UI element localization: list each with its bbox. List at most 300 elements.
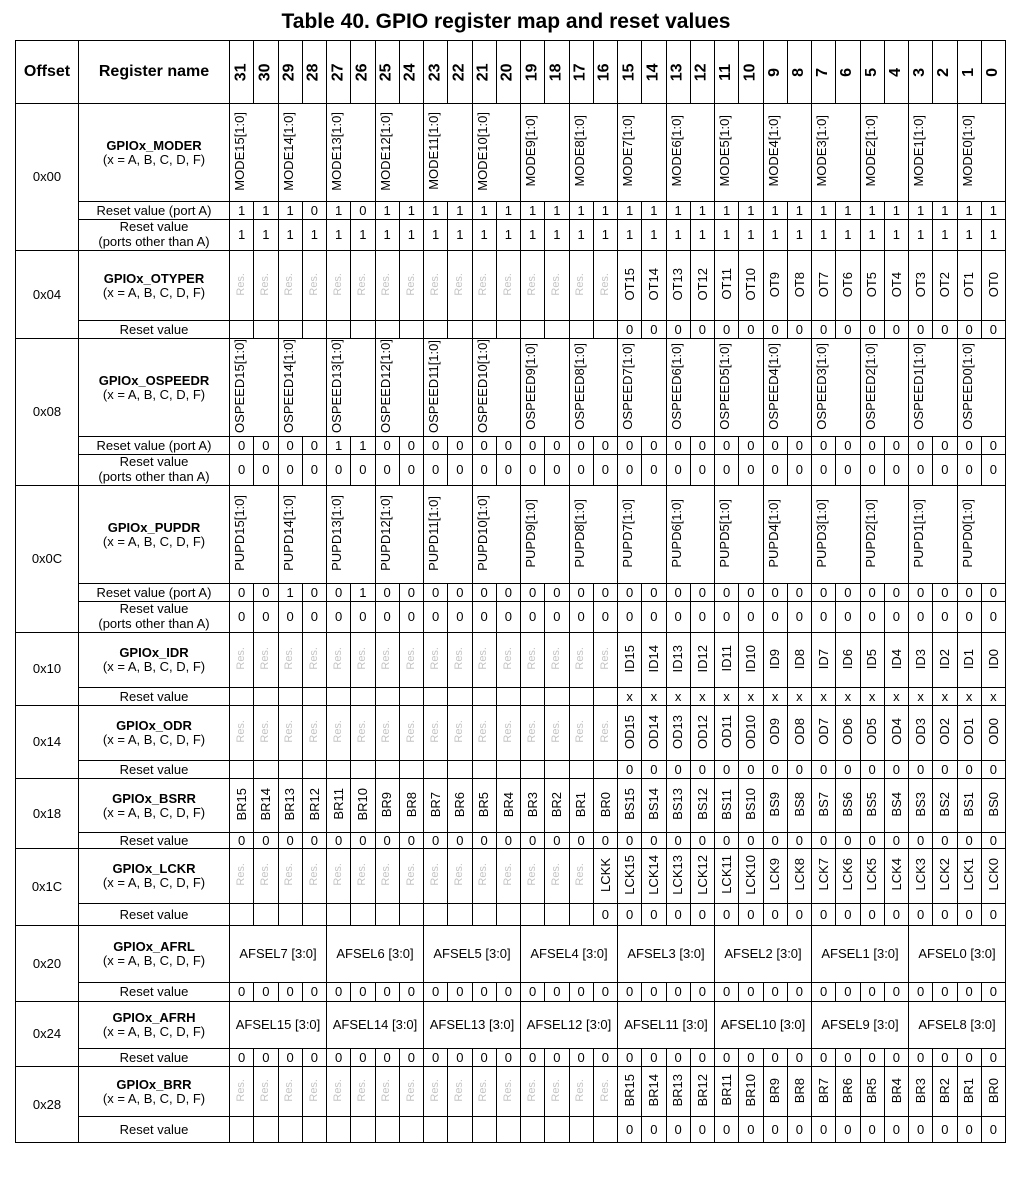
bit-name: Res. [234,1078,247,1102]
register-row [16,926,1006,983]
register-field [860,104,909,202]
register-name: GPIOx_OTYPER [103,270,205,286]
reset-value-bit: 0 [981,833,1005,849]
bit-name: BR15 [233,787,249,821]
bit-name: Res. [477,647,490,670]
bit-name: Res. [550,720,563,743]
bit-name: OD7 [815,718,831,746]
register-field [957,339,1006,437]
reset-value-bit: 0 [448,833,472,849]
reset-value-bit: 1 [521,220,545,251]
reset-value-bit [230,321,254,339]
reset-value-bit: 0 [424,1049,448,1067]
reset-value-bit: 1 [860,220,884,251]
register-field: AFSEL2 [3:0] [715,926,812,983]
bit-name: OD11 [718,715,734,749]
register-bit [618,779,642,833]
reset-value-bit: 0 [448,437,472,455]
reset-value-bit: 0 [642,904,666,926]
reset-value-bit: x [618,688,642,706]
register-bit [666,849,690,904]
reserved-bit [302,706,326,761]
reset-value-bit: 0 [690,321,714,339]
reset-value-label: Reset value [79,904,230,926]
bit-number: 21 [474,63,492,81]
reset-value-bit: 0 [521,455,545,486]
reset-value-bit [254,1117,278,1143]
field-name: PUPD6[1:0] [668,498,684,568]
register-field [278,486,327,584]
field-name: PUPD15[1:0] [232,495,247,572]
register-bit [860,633,884,688]
reset-value-bit: 0 [715,321,739,339]
register-field [666,339,715,437]
reset-value-bit: 0 [763,761,787,779]
reset-value-bit: 1 [957,220,981,251]
register-bit [860,706,884,761]
reset-value-bit: x [642,688,666,706]
reset-value-bit: 0 [836,761,860,779]
reset-value-row [16,220,1006,251]
reset-value-bit: 1 [399,202,423,220]
field-name: OSPEED14[1:0] [280,339,296,434]
bit-number-header [521,41,545,104]
register-ports: (x = A, B, C, D, F) [102,386,206,402]
reset-value-bit: 0 [812,983,836,1002]
reset-value-bit: 0 [739,904,763,926]
bit-name: Res. [234,720,247,743]
bit-number: 29 [280,63,298,81]
bit-number-header [812,41,836,104]
reset-value-bit: 0 [254,455,278,486]
reset-value-bit: 0 [424,983,448,1002]
reset-value-bit: 0 [230,1049,254,1067]
register-field [521,104,570,202]
register-field: AFSEL5 [3:0] [424,926,521,983]
field-name: OSPEED3[1:0] [814,342,829,430]
reset-value-bit: 1 [909,202,933,220]
field-name: PUPD14[1:0] [280,495,296,572]
reset-value-bit [375,761,399,779]
reset-value-bit [593,1117,617,1143]
reset-value-bit: 0 [472,584,496,602]
bit-name: Res. [283,720,296,743]
register-bit [424,779,448,833]
reserved-bit [278,1067,302,1117]
bit-name: LCK1 [961,858,977,891]
reset-value-bit: 0 [666,761,690,779]
register-field [909,486,958,584]
reset-value-bit: 0 [230,833,254,849]
reset-value-bit: 0 [884,455,908,486]
bit-name: Res. [234,272,247,296]
bit-name: Res. [477,863,490,886]
reset-value-bit: 1 [351,220,375,251]
reset-value-bit: 0 [278,983,302,1002]
bit-name: OT4 [888,271,904,297]
bit-name: BR8 [403,791,419,817]
register-bit [836,633,860,688]
register-ports: (x = A, B, C, D, F) [102,284,206,300]
register-name: GPIOx_OSPEEDR [98,372,210,388]
reserved-bit [230,849,254,904]
register-bit [860,779,884,833]
field-name: PUPD4[1:0] [765,498,781,568]
bit-name: BS11 [718,788,734,820]
reset-value-bit: 0 [569,437,593,455]
field-name: MODE6[1:0] [668,115,684,187]
reserved-bit [278,706,302,761]
reset-value-bit [448,761,472,779]
reset-value-label: Reset value (ports other than A) [79,455,230,486]
reset-value-bit: 0 [642,833,666,849]
reset-value-bit: 0 [448,602,472,633]
reset-value-bit: 0 [715,983,739,1002]
register-bit [884,1067,908,1117]
reset-value-bit: 1 [690,202,714,220]
reserved-bit [302,633,326,688]
reserved-bit [230,706,254,761]
reset-value-bit: 1 [496,202,520,220]
bit-name: Res. [477,1078,490,1102]
reset-value-row [16,455,1006,486]
reset-value-label: Reset value [79,688,230,706]
bit-name: OT7 [815,271,831,297]
bit-number-header [933,41,957,104]
register-field [424,104,473,202]
reset-value-bit [496,321,520,339]
bit-name: Res. [574,1078,587,1102]
field-name: PUPD9[1:0] [523,498,538,568]
reset-value-bit [351,321,375,339]
reset-value-bit: 0 [715,1117,739,1143]
reset-value-bit [278,904,302,926]
bit-name: Res. [428,720,441,743]
reset-value-bit: 0 [787,321,811,339]
reset-value-bit: x [690,688,714,706]
register-field [618,486,667,584]
bit-name: BR12 [694,1073,710,1107]
reserved-bit [448,1067,472,1117]
reset-value-bit: 0 [860,904,884,926]
bit-number: 11 [717,63,735,81]
bit-name: Res. [307,272,320,296]
reset-value-bit: 0 [690,1117,714,1143]
register-field [666,486,715,584]
reset-value-bit: 0 [593,904,617,926]
reset-value-bit [472,904,496,926]
reset-value-bit: 0 [593,584,617,602]
reset-value-bit: 1 [448,220,472,251]
reset-value-bit: 0 [521,437,545,455]
reset-value-row [16,437,1006,455]
reset-value-bit: x [909,688,933,706]
reset-value-bit: x [933,688,957,706]
reset-value-bit: 0 [375,437,399,455]
reset-value-bit: 0 [254,1049,278,1067]
register-bit [690,633,714,688]
reset-value-bit: 0 [642,437,666,455]
reset-value-bit: x [884,688,908,706]
bit-name: Res. [525,272,538,296]
register-bit [787,779,811,833]
bit-name: Res. [331,1078,344,1102]
reset-value-bit: 1 [812,202,836,220]
bit-name: BS7 [815,791,831,817]
reset-value-bit: 0 [618,602,642,633]
bit-number: 9 [765,67,783,77]
bit-name: Res. [380,272,393,296]
field-name: MODE15[1:0] [232,111,247,191]
field-name: OSPEED7[1:0] [620,342,635,430]
reserved-bit [424,849,448,904]
register-bit [690,849,714,904]
reset-value-bit: x [787,688,811,706]
reset-value-bit: 0 [739,455,763,486]
bit-number: 13 [668,63,686,81]
reset-value-bit: 0 [496,833,520,849]
reserved-bit [424,251,448,321]
register-bit [957,1067,981,1117]
reset-value-bit: 0 [642,983,666,1002]
reset-value-bit: 0 [496,602,520,633]
register-name: GPIOx_BRR [116,1076,192,1092]
bit-number: 17 [571,63,589,81]
reserved-bit [496,1067,520,1117]
reset-value-bit: 0 [593,1049,617,1067]
reset-value-bit: 0 [836,1049,860,1067]
field-name: OSPEED13[1:0] [329,339,344,434]
field-name: OSPEED8[1:0] [571,342,587,430]
bit-number-header [496,41,520,104]
reset-value-bit [278,761,302,779]
reset-value-bit: 1 [836,202,860,220]
bit-name: BR9 [379,791,395,817]
register-field: AFSEL8 [3:0] [909,1002,1006,1049]
field-name: MODE14[1:0] [280,111,296,191]
reset-value-bit: 0 [812,321,836,339]
reset-value-bit: x [715,688,739,706]
bit-name: Res. [234,863,247,886]
field-name: PUPD12[1:0] [377,495,393,572]
field-name: OSPEED4[1:0] [765,342,781,430]
register-bit [618,849,642,904]
bit-name: LCK13 [670,854,686,895]
reset-value-bit: 1 [981,220,1005,251]
reset-value-bit: 0 [957,321,981,339]
reset-value-bit: 0 [690,602,714,633]
register-bit [909,849,933,904]
register-bit [763,849,787,904]
register-bit [909,633,933,688]
reset-value-bit: 0 [981,321,1005,339]
reset-value-bit [448,688,472,706]
bit-number: 22 [450,63,468,81]
register-field [715,486,764,584]
reset-value-bit [424,1117,448,1143]
register-bit [521,779,545,833]
field-name: MODE2[1:0] [862,115,878,187]
bit-name: OT3 [912,271,928,297]
reset-value-bit: 0 [278,437,302,455]
bit-name: ID6 [840,648,856,669]
register-field [957,104,1006,202]
reset-value-bit: 0 [375,602,399,633]
reset-value-row [16,904,1006,926]
reset-value-row [16,833,1006,849]
bit-name: Res. [404,272,417,296]
reset-value-bit: 1 [666,220,690,251]
register-bit [642,849,666,904]
register-field [763,104,812,202]
reset-value-bit: 0 [254,437,278,455]
reset-value-bit: 1 [763,220,787,251]
reset-value-bit: 0 [957,904,981,926]
reserved-bit [375,849,399,904]
register-row [16,486,1006,584]
reserved-bit [302,1067,326,1117]
reserved-bit [278,251,302,321]
bit-name: Res. [356,272,369,296]
reset-value-bit: 1 [618,220,642,251]
register-bit [327,779,351,833]
reserved-bit [327,706,351,761]
field-name: PUPD0[1:0] [959,498,975,568]
reserved-bit [521,706,545,761]
bit-name: LCK4 [888,858,904,891]
reset-value-bit: 0 [909,983,933,1002]
register-row [16,1067,1006,1117]
reserved-bit [472,706,496,761]
register-name: GPIOx_IDR [119,645,189,661]
reset-value-bit: 0 [787,1049,811,1067]
reset-value-bit [230,1117,254,1143]
reset-value-bit: 0 [884,602,908,633]
bit-name: LCK14 [646,854,662,895]
register-field [521,486,570,584]
reset-value-bit: 1 [545,202,569,220]
register-bit [763,706,787,761]
reserved-bit [375,1067,399,1117]
reset-value-bit: 0 [230,455,254,486]
register-name: GPIOx_BSRR [112,790,196,806]
bit-name: ID15 [621,644,637,673]
bit-name: LCK6 [840,858,856,891]
reset-value-bit: 0 [909,1117,933,1143]
reset-value-bit: 0 [593,455,617,486]
bit-number: 5 [862,67,880,77]
reset-value-bit: 1 [278,220,302,251]
reserved-bit [254,251,278,321]
reset-value-bit [545,1117,569,1143]
reset-value-bit: 1 [642,202,666,220]
register-field [666,104,715,202]
bit-name: LCK7 [815,858,831,891]
bit-name: OD10 [743,714,759,749]
reset-value-bit: 0 [739,584,763,602]
bit-name: ID7 [815,648,831,669]
bit-name: BR13 [670,1073,686,1107]
reset-value-bit: 0 [448,983,472,1002]
reset-value-bit: 0 [569,455,593,486]
reset-value-bit: 0 [496,1049,520,1067]
reserved-bit [472,1067,496,1117]
reset-value-bit [521,321,545,339]
reset-value-bit [593,761,617,779]
reset-value-bit: 0 [327,602,351,633]
register-field [424,339,473,437]
reserved-bit [496,251,520,321]
reset-value-bit: 0 [860,602,884,633]
bit-number-header [375,41,399,104]
register-name: GPIOx_AFRL [113,939,195,955]
reset-value-label: Reset value (port A) [79,437,230,455]
bit-name: OT6 [840,271,856,297]
reset-value-bit [375,321,399,339]
bit-number-header [860,41,884,104]
reserved-bit [375,706,399,761]
field-name: MODE0[1:0] [959,115,975,187]
bit-number-header [787,41,811,104]
reset-value-bit: 0 [860,321,884,339]
reset-value-bit: 1 [666,202,690,220]
reserved-bit [521,633,545,688]
register-field: AFSEL11 [3:0] [618,1002,715,1049]
reset-value-bit: 0 [836,321,860,339]
register-field: AFSEL13 [3:0] [424,1002,521,1049]
reset-value-bit: 1 [569,220,593,251]
bit-name: BR10 [743,1073,759,1107]
register-bit [836,706,860,761]
reserved-bit [254,706,278,761]
bit-number: 12 [692,63,710,81]
reset-value-bit: 1 [593,220,617,251]
bit-number: 0 [983,67,1001,77]
reset-value-bit: 0 [618,1117,642,1143]
bit-name: BR6 [840,1077,856,1103]
reset-value-bit: 0 [593,983,617,1002]
reset-value-bit [424,761,448,779]
reset-value-bit: 0 [884,833,908,849]
reset-value-bit: 0 [375,833,399,849]
reset-value-bit: 0 [884,1117,908,1143]
register-bit [933,251,957,321]
register-field [860,339,909,437]
reset-value-bit: 0 [448,455,472,486]
register-offset: 0x0C [16,486,79,633]
bit-name: OT0 [985,271,1001,297]
register-name-cell [79,633,230,688]
bit-name: BR3 [524,791,540,817]
bit-name: OD12 [694,714,710,749]
bit-name: BR11 [330,788,346,820]
reset-value-label: Reset value (ports other than A) [79,220,230,251]
bit-name: ID3 [912,648,928,669]
field-name: PUPD5[1:0] [717,498,732,568]
reset-value-bit: 0 [472,833,496,849]
reset-value-bit: 0 [521,983,545,1002]
reset-value-bit: 0 [787,904,811,926]
register-ports: (x = A, B, C, D, F) [102,1090,206,1106]
bit-number-header [472,41,496,104]
bit-name: BS2 [937,791,953,817]
reset-value-bit [424,688,448,706]
bit-name: BR4 [500,791,516,817]
reset-value-bit: 0 [739,833,763,849]
reset-value-bit: 0 [327,833,351,849]
register-bit [666,779,690,833]
register-bit [254,779,278,833]
